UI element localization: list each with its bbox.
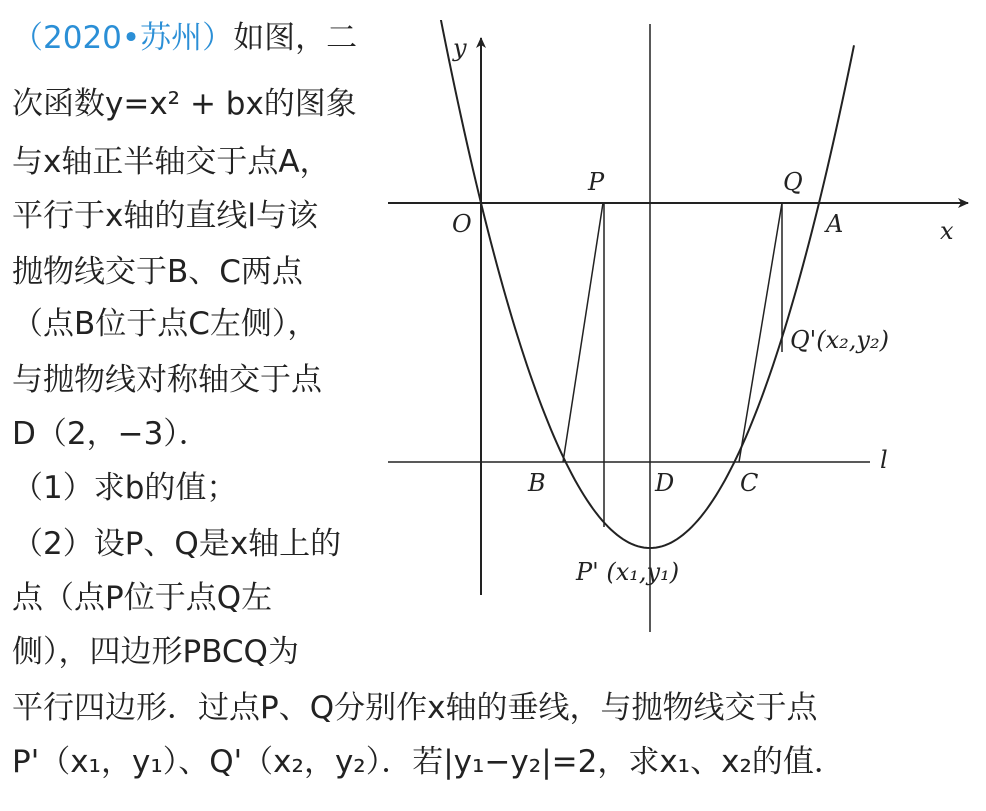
problem-line-8: D（2，−3）． [12,416,210,452]
label-p: P [588,168,605,196]
parabola-curve [440,20,854,548]
question-1: （1）求b的值； [12,470,238,506]
problem-source: （2020•苏州） [12,20,234,56]
problem-line-1 [12,18,357,58]
label-o: O [452,210,472,238]
label-a: A [826,210,844,238]
label-q: Q [783,168,803,196]
label-p-prime: P' (x₁,y₁) [576,558,680,586]
problem-line-4: 平行于x轴的直线l与该 [12,198,318,234]
problem-line-5: 抛物线交于B、C两点 [12,254,303,290]
question-2-line-3: 侧），四边形PBCQ为 [12,634,299,670]
label-x: x [940,217,954,245]
label-l: l [880,446,888,474]
problem-line-1-rest: 如图，二 [233,20,358,56]
problem-line-3: 与x轴正半轴交于点A， [12,144,331,180]
label-q-prime: Q'(x₂,y₂) [790,326,889,354]
question-2-line-2: 点（点P位于点Q左 [12,580,273,616]
problem-line-7: 与抛物线对称轴交于点 [12,362,322,398]
problem-line-6: （点B位于点C左侧）， [12,306,319,342]
question-2-line-5: P'（x₁，y₁）、Q'（x₂，y₂）．若|y₁−y₂|=2，求x₁、x₂的值． [12,744,845,780]
segment-qc [739,203,782,462]
segment-pb [563,203,603,462]
label-y: y [453,34,467,62]
label-d: D [655,469,675,497]
parabola-figure [380,20,980,640]
question-2-line-4: 平行四边形．过点P、Q分别作x轴的垂线，与抛物线交于点 [12,690,818,726]
label-c: C [740,469,759,497]
label-b: B [528,469,546,497]
question-2-line-1: （2）设P、Q是x轴上的 [12,526,342,562]
problem-line-2: 次函数y=x² + bx的图象 [12,86,357,122]
